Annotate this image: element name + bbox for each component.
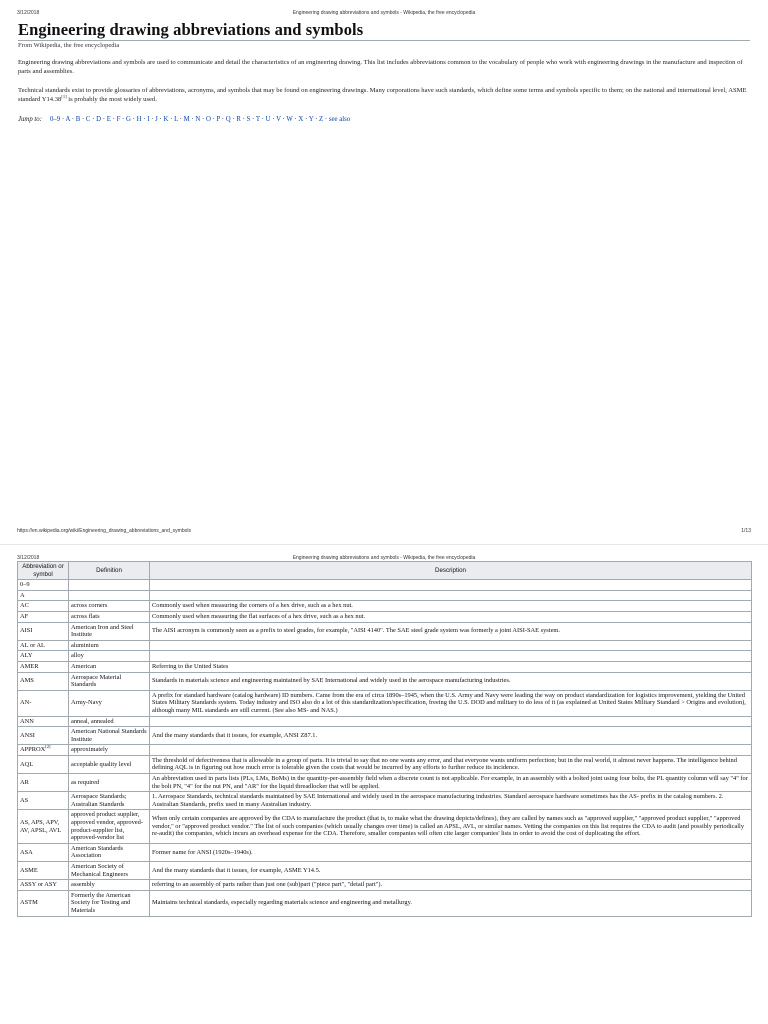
- description-cell: An abbreviation used in parts lists (PLs, LMs, BoMs) in the quantity-per-assembly field when a discrete count is not applicable. For example, in an assembly with a bolted joint using four bolts, the PL quantity column will say "4" for the bolt PN, "4" for the nut PN, and "AR" for the liquid threadlocker that will be applied.: [150, 774, 752, 792]
- jump-separator: ·: [70, 116, 76, 123]
- definition-cell: across flats: [69, 611, 150, 622]
- definition-cell: American: [69, 661, 150, 672]
- abbreviations-table: [17, 561, 752, 917]
- abbreviation-cell: ASME: [18, 862, 69, 880]
- standards-paragraph: Technical standards exist to provide glossaries of abbreviations, acronyms, and symbols that may be found on engineering drawings. Many corporations have such standards, which define some terms and symbols specific to them; on the national and international level, ASME standard Y14.38[1] is probably the most widely used.: [18, 87, 747, 103]
- abbreviation-cell: ASA: [18, 843, 69, 861]
- definition-cell: Aerospace Material Standards: [69, 672, 150, 690]
- jump-link[interactable]: F: [116, 116, 121, 123]
- jump-link[interactable]: A: [65, 116, 71, 123]
- jump-link[interactable]: Q: [225, 116, 231, 123]
- jump-link[interactable]: P: [216, 116, 221, 123]
- table-row: [18, 727, 752, 745]
- jump-link[interactable]: O: [205, 116, 211, 123]
- abbreviation-cell: AF: [18, 611, 69, 622]
- abbreviation-cell: AISI: [18, 622, 69, 640]
- table-row: [18, 601, 752, 612]
- jump-link[interactable]: X: [298, 116, 304, 123]
- table-row: [18, 640, 752, 651]
- description-cell: Referring to the United States: [150, 661, 752, 672]
- jump-link[interactable]: B: [75, 116, 81, 123]
- jump-link[interactable]: N: [195, 116, 201, 123]
- jump-link[interactable]: R: [236, 116, 241, 123]
- jump-link[interactable]: I: [147, 116, 150, 123]
- description-cell: A prefix for standard hardware (catalog hardware) ID numbers. Came from the era of circa 1890s–1945, when the U.S. Army and Navy were leading the way on product standardization for logistics improvement, yielding the United States Military Standards system. Today industry and ISO also do a lot of this standardization/specification, freeing the U.S. DOD and military to do less of it (as explained at United States Military Standard > Origins and evolution), although many MIL standards are still current. (See also MS- and NAS.): [150, 690, 752, 716]
- jump-to-nav: [18, 116, 350, 123]
- jump-link[interactable]: L: [174, 116, 178, 123]
- intro-paragraph: Engineering drawing abbreviations and symbols are used to communicate and detail the characteristics of an engineering drawing. This list includes abbreviations common to the vocabulary of people who work with engineering drawings in the manufacture and inspection of parts and assemblies.: [18, 59, 743, 75]
- reference-link[interactable]: [1]: [61, 93, 67, 99]
- definition-cell: anneal, annealed: [69, 716, 150, 727]
- abbreviation-cell: ASTM: [18, 890, 69, 916]
- abbreviation-cell: AR: [18, 774, 69, 792]
- description-cell: [150, 640, 752, 651]
- jump-separator: ·: [80, 116, 86, 123]
- definition-cell: alloy: [69, 651, 150, 662]
- article-title: Engineering drawing abbreviations and symbols: [18, 20, 364, 39]
- definition-cell: [69, 590, 150, 601]
- table-row: [18, 672, 752, 690]
- jump-separator: ·: [101, 116, 107, 123]
- description-cell: The AISI acronym is commonly seen as a prefix to steel grades, for example, "AISI 4140". The SAE steel grade system was formerly a joint AISI-SAE system.: [150, 622, 752, 640]
- jump-separator: ·: [177, 116, 184, 123]
- definition-cell: acceptable quality level: [69, 755, 150, 773]
- description-cell: Former name for ANSI (1920s–1940s).: [150, 843, 752, 861]
- description-cell: [150, 580, 752, 591]
- jump-link[interactable]: U: [265, 116, 271, 123]
- jump-separator: ·: [280, 116, 287, 123]
- column-header-description[interactable]: Description: [150, 562, 752, 580]
- jump-separator: ·: [240, 116, 247, 123]
- jump-link[interactable]: M: [183, 116, 190, 123]
- jump-separator: ·: [210, 116, 217, 123]
- table-row: [18, 880, 752, 891]
- definition-cell: across corners: [69, 601, 150, 612]
- table-row: [18, 580, 752, 591]
- table-row: [18, 622, 752, 640]
- table-row: [18, 755, 752, 773]
- description-cell: 1. Aerospace Standards, technical standards maintained by SAE International and widely used in the aerospace manufacturing industries. Standard aerospace hardware sometimes has the AS- prefix in the catalog numbers. 2. Australian Standards, prefix used in many Australian industry.: [150, 792, 752, 810]
- definition-cell: as required: [69, 774, 150, 792]
- print-page-2: [0, 545, 768, 1024]
- jump-separator: ·: [157, 116, 164, 123]
- table-row: [18, 661, 752, 672]
- abbreviation-cell: A: [18, 590, 69, 601]
- jump-separator: ·: [130, 116, 137, 123]
- description-cell: Standards in materials science and engineering maintained by SAE International and widely used in the aerospace manufacturing industries.: [150, 672, 752, 690]
- jump-separator: ·: [110, 116, 117, 123]
- jump-separator: ·: [189, 116, 196, 123]
- table-row: [18, 590, 752, 601]
- jump-link[interactable]: W: [286, 116, 293, 123]
- table-row: [18, 716, 752, 727]
- description-cell: referring to an assembly of parts rather than just one (sub)part ("piece part", "detail part").: [150, 880, 752, 891]
- abbreviation-cell: AMS: [18, 672, 69, 690]
- jump-separator: ·: [292, 116, 299, 123]
- jump-separator: ·: [200, 116, 206, 123]
- jump-link[interactable]: G: [126, 116, 131, 123]
- abbreviation-cell: ALY: [18, 651, 69, 662]
- table-row: [18, 862, 752, 880]
- jump-separator: ·: [168, 116, 175, 123]
- abbreviation-cell: 0–9: [18, 580, 69, 591]
- jump-link[interactable]: J: [155, 116, 158, 123]
- jump-separator: ·: [120, 116, 127, 123]
- table-header-row: [18, 562, 752, 580]
- jump-separator: ·: [323, 116, 329, 123]
- abbreviation-cell: ASSY or ASY: [18, 880, 69, 891]
- definition-cell: Formerly the American Society for Testing and Materials: [69, 890, 150, 916]
- definition-cell: Army-Navy: [69, 690, 150, 716]
- abbreviation-cell: ANSI: [18, 727, 69, 745]
- jump-separator: ·: [259, 116, 266, 123]
- definition-cell: American Society of Mechanical Engineers: [69, 862, 150, 880]
- definition-cell: assembly: [69, 880, 150, 891]
- definition-cell: approximately: [69, 745, 150, 756]
- jump-link[interactable]: see also: [328, 116, 351, 123]
- table-row: [18, 611, 752, 622]
- abbreviation-cell: AC: [18, 601, 69, 612]
- jump-link[interactable]: K: [163, 116, 169, 123]
- jump-separator: ·: [313, 116, 320, 123]
- definition-cell: aluminium: [69, 640, 150, 651]
- description-cell: Maintains technical standards, especially regarding materials science and engineering and metallurgy.: [150, 890, 752, 916]
- print-header: [17, 10, 751, 16]
- jump-link[interactable]: 0–9: [49, 116, 61, 123]
- jump-link[interactable]: S: [246, 116, 251, 123]
- table-row: [18, 792, 752, 810]
- table-row: [18, 843, 752, 861]
- print-title: Engineering drawing abbreviations and symbols - Wikipedia, the free encyclopedia: [292, 555, 476, 561]
- jump-to-label: Jump to:: [18, 116, 42, 123]
- jump-separator: ·: [149, 116, 156, 123]
- definition-cell: American National Standards Institute: [69, 727, 150, 745]
- description-cell: [150, 651, 752, 662]
- abbreviation-cell: AMER: [18, 661, 69, 672]
- description-cell: [150, 716, 752, 727]
- jump-link[interactable]: C: [85, 116, 91, 123]
- jump-links: [50, 116, 350, 123]
- abbreviation-cell: APPROX[2]: [18, 745, 69, 756]
- print-footer: [17, 528, 751, 534]
- jump-separator: ·: [220, 116, 226, 123]
- print-title: Engineering drawing abbreviations and symbols - Wikipedia, the free encyclopedia: [292, 10, 476, 16]
- jump-link[interactable]: Z: [319, 116, 324, 123]
- print-url: https://en.wikipedia.org/wiki/Engineering_drawing_abbreviations_and_symbols: [17, 528, 191, 534]
- description-cell: And the many standards that it issues, for example, ANSI Z87.1.: [150, 727, 752, 745]
- definition-cell: [69, 580, 150, 591]
- jump-separator: ·: [303, 116, 309, 123]
- article-source: From Wikipedia, the free encyclopedia: [18, 42, 120, 49]
- jump-link[interactable]: E: [106, 116, 111, 123]
- jump-separator: ·: [141, 116, 148, 123]
- table-row: [18, 774, 752, 792]
- column-header-abbreviation[interactable]: Abbreviation or symbol: [18, 562, 69, 580]
- jump-separator: ·: [270, 116, 277, 123]
- print-date: 3/12/2018: [17, 555, 40, 561]
- definition-cell: approved product supplier, approved vendor, approved-product-supplier list, approved-vendor list: [69, 810, 150, 843]
- jump-link[interactable]: Y: [308, 116, 314, 123]
- jump-link[interactable]: V: [276, 116, 281, 123]
- definition-cell: American Standards Association: [69, 843, 150, 861]
- abbreviation-cell: ANN: [18, 716, 69, 727]
- abbreviation-cell: AS, APS, APV, AV, APSL, AVL: [18, 810, 69, 843]
- print-date: 3/12/2018: [17, 10, 40, 16]
- description-cell: The threshold of defectiveness that is allowable in a group of parts. It is trivial to say that no one wants any error, and that everyone wants uniform perfection; but in the real world, it almost never happens. The intelligence behind defining AQL is in figuring out how much error is tolerable given the costs that would be incurred by any efforts to further reduce its incidence.: [150, 755, 752, 773]
- definition-cell: American Iron and Steel Institute: [69, 622, 150, 640]
- print-page-number: 1/13: [741, 528, 751, 534]
- jump-separator: ·: [230, 116, 237, 123]
- abbreviation-cell: AN-: [18, 690, 69, 716]
- jump-separator: ·: [90, 116, 97, 123]
- description-cell: Commonly used when measuring the corners of a hex drive, such as a hex nut.: [150, 601, 752, 612]
- table-row: [18, 690, 752, 716]
- abbreviation-cell: AQL: [18, 755, 69, 773]
- table-row: [18, 651, 752, 662]
- abbreviation-cell: AL or AL: [18, 640, 69, 651]
- table-row: [18, 890, 752, 916]
- table-row: [18, 810, 752, 843]
- jump-link[interactable]: H: [136, 116, 142, 123]
- jump-link[interactable]: D: [96, 116, 102, 123]
- description-cell: When only certain companies are approved by the CDA to manufacture the product (that is, to make what the drawing depicts/defines), they are called by names such as "approved supplier," "approved product supplier," "approved vendor," or "approved product vendor." The list of such companies (which usually changes over time) is called an APSL, AVL, or similar names. Vetting the companies on this list requires the CDA to audit (and possibly periodically re-audit) the companies, which incurs an overhead expense for the CDA. Therefore, smaller companies will often cite larger companies' lists in order to avoid the cost of duplicating the effort.: [150, 810, 752, 843]
- title-divider: [18, 40, 750, 41]
- abbreviation-cell: AS: [18, 792, 69, 810]
- table-row: [18, 745, 752, 756]
- jump-separator: ·: [250, 116, 256, 123]
- reference-link[interactable]: [2]: [45, 744, 51, 750]
- definition-cell: Aerospace Standards; Australian Standards: [69, 792, 150, 810]
- jump-link[interactable]: T: [255, 116, 260, 123]
- description-cell: [150, 745, 752, 756]
- description-cell: Commonly used when measuring the flat surfaces of a hex drive, such as a hex nut.: [150, 611, 752, 622]
- jump-separator: ·: [60, 116, 66, 123]
- column-header-definition[interactable]: Definition: [69, 562, 150, 580]
- description-cell: And the many standards that it issues, for example, ASME Y14.5.: [150, 862, 752, 880]
- description-cell: [150, 590, 752, 601]
